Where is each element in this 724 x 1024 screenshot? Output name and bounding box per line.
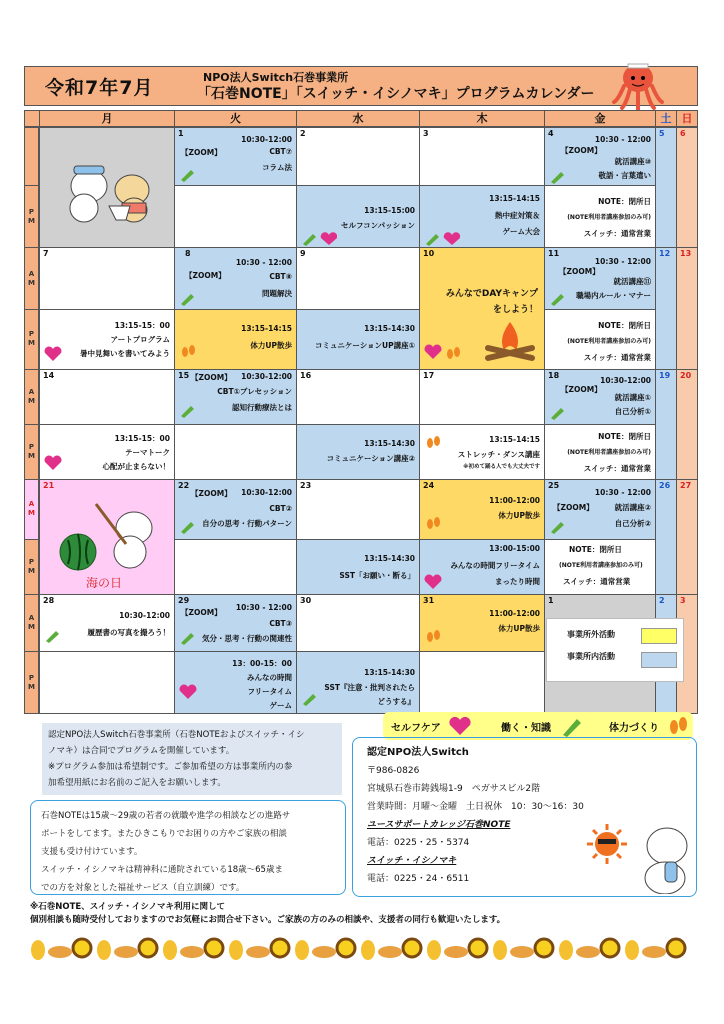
cell-w2-sat: 12	[655, 247, 677, 370]
pineapple-icon	[295, 940, 309, 960]
cell-w2-thu: 10 みんなでDAYキャンプ をしよう！	[419, 247, 545, 370]
header-thu: 木	[419, 110, 545, 127]
pm-label: P M	[24, 309, 39, 370]
contact-address: 宮城県石巻市鋳銭場1-9 ペガサスビル2階	[367, 784, 541, 794]
description-line: スイッチ・イシノマキは精神科に通院されている18歳～65歳ま	[41, 865, 283, 875]
contact-info	[352, 737, 697, 897]
footprints-icon	[424, 514, 442, 532]
cell-w4-mon-holiday: 21 海の日	[39, 479, 175, 595]
event-name: CBT⑦	[269, 147, 292, 156]
notice-line: ノマキ）は合同でプログラムを開催しています。	[48, 746, 235, 756]
cell-w1-sat: 5	[655, 127, 677, 248]
cell-w5-sat: 2	[655, 594, 677, 714]
am-label	[24, 127, 39, 186]
category-legend	[383, 712, 693, 740]
legend-inside-swatch	[641, 652, 677, 668]
cell-w3-mon-am: 14	[39, 369, 175, 425]
sunflower-icon	[73, 939, 91, 957]
campfire-icon	[482, 318, 538, 366]
pencil-icon	[179, 404, 195, 418]
legend-outside-label: 事業所外活動	[567, 630, 615, 639]
pineapple-icon	[229, 940, 243, 960]
sunflower-icon	[139, 939, 157, 957]
header-mon: 月	[39, 110, 175, 127]
cell-w1-sun: 6	[676, 127, 698, 248]
footprints-icon	[424, 433, 442, 451]
header-sat: 土	[655, 110, 677, 127]
header-wed: 水	[296, 110, 420, 127]
cell-w5-tue-am: 29 【ZOOM】 10:30 - 12:00 CBT③ 気分・思考・行動の関連性	[174, 594, 297, 652]
cell-w5-tue-pm: 13：00-15：00 みんなの時間 フリータイム ゲーム	[174, 651, 297, 714]
corner-cell	[24, 110, 40, 127]
am-label: A M	[24, 594, 39, 652]
cell-w5-sun: 3	[676, 594, 698, 714]
cell-w4-fri-am: 25 10:30 - 12:00 【ZOOM】 就活講座② 自己分析②	[544, 479, 656, 540]
cell-w1-fri-pm	[544, 185, 656, 248]
event-time: 13:15-14:15	[489, 194, 540, 203]
pencil-icon	[549, 292, 565, 306]
cell-w4-wed-pm: 13:15-14:30 SST「お願い・断る」	[296, 539, 420, 595]
sunflower-icon	[469, 939, 487, 957]
cell-w3-mon-pm: 13:15-15：00 テーマトーク 心配が止まらない！	[39, 424, 175, 480]
heart-icon	[424, 574, 442, 590]
cell-w2-wed-pm: 13:15-14:30 コミュニケーションUP講座①	[296, 309, 420, 370]
event-time: 10:30-12:00	[241, 135, 292, 144]
octopus-mascot-icon	[610, 56, 666, 112]
cell-w5-wed-pm: 13:15-14:30 SST『注意・批判されたら どうする』	[296, 651, 420, 714]
cell-w4-sat: 26	[655, 479, 677, 595]
cell-w5-mon-am: 28 10:30-12:00 履歴書の写真を撮ろう！	[39, 594, 175, 652]
closed-note: NOTE：閉所日	[598, 197, 651, 206]
cell-w1-fri-am	[544, 127, 656, 186]
am-label: A M	[24, 479, 39, 540]
pencil-icon	[179, 631, 195, 645]
holiday-name: 海の日	[86, 576, 123, 590]
pencil-icon	[549, 170, 565, 184]
day-number: 1	[178, 129, 184, 138]
zoom-tag: 【ZOOM】	[181, 148, 222, 157]
sunflower-icon	[271, 939, 289, 957]
pm-label: P M	[24, 539, 39, 595]
note-phone: 電話：0225・25・5374	[367, 838, 470, 848]
cell-w4-tue-pm	[174, 539, 297, 595]
pm-label: P M	[24, 651, 39, 714]
pm-label: P M	[24, 424, 39, 480]
cell-w2-tue-pm: 13:15-14:15 体力UP散歩	[174, 309, 297, 370]
cell-w1-thu-pm	[419, 185, 545, 248]
event-time: 10:30 - 12:00	[594, 135, 651, 144]
straw-hat-icon	[576, 946, 600, 958]
cell-w1-tue-pm	[174, 185, 297, 248]
switch-name: スイッチ・イシノマキ	[367, 856, 457, 866]
org-name: NPO法人Switch石巻事業所	[203, 71, 349, 84]
calendar-title: 「石巻NOTE」「スイッチ・イシノマキ」プログラムカレンダー	[197, 86, 595, 102]
closed-subnote: (NOTE利用者講座参加のみ可)	[567, 214, 651, 221]
switch-phone: 電話：0225・24・6511	[367, 874, 470, 884]
legend	[546, 618, 684, 682]
sun-sunglasses-icon	[585, 822, 629, 866]
heart-icon	[44, 455, 62, 471]
footprints-icon	[179, 342, 197, 360]
cell-w2-mon-am: 7	[39, 247, 175, 310]
straw-hat-icon	[378, 946, 402, 958]
legend-outside-swatch	[641, 628, 677, 644]
pencil-icon	[549, 520, 565, 534]
pencil-heart-icon	[301, 230, 337, 246]
sunflower-icon	[337, 939, 355, 957]
cell-w1-mon	[39, 127, 175, 248]
cell-w5-fri: 1	[544, 594, 656, 714]
footprints-icon	[424, 627, 442, 645]
category-selfcare: セルフケア	[391, 723, 441, 734]
cats-cleaning-icon	[54, 148, 164, 228]
pencil-icon	[179, 292, 195, 306]
footprints-icon	[667, 715, 689, 737]
description-line: 石巻NOTEは15歳～29歳の若者の就職や進学の相談などの進路サ	[41, 811, 291, 821]
cell-w4-wed-am: 23	[296, 479, 420, 540]
contact-org: 認定NPO法人Switch	[367, 747, 469, 758]
straw-hat-icon	[246, 946, 270, 958]
cell-w2-fri-am: 11 10:30 - 12:00 【ZOOM】 就活講座⑪ 職場内ルール・マナー	[544, 247, 656, 310]
straw-hat-icon	[114, 946, 138, 958]
pineapple-icon	[427, 940, 441, 960]
cell-w3-wed-am: 16	[296, 369, 420, 425]
cell-w3-wed-pm: 13:15-14:30 コミュニケーション講座②	[296, 424, 420, 480]
cell-w3-thu-pm: 13:15-14:15 ストレッチ・ダンス講座 ※初めて踊る人でも大丈夫です	[419, 424, 545, 480]
cell-w5-thu-pm	[419, 651, 545, 714]
heart-icon	[179, 684, 197, 700]
pencil-heart-icon	[424, 230, 460, 246]
category-work: 働く・知識	[501, 723, 551, 734]
straw-hat-icon	[180, 946, 204, 958]
description-line: 支援も受け付けています。	[41, 847, 143, 857]
cat-watermelon-icon	[56, 494, 166, 574]
cell-w2-mon-pm: 13:15-15：00 アートプログラム 暑中見舞いを書いてみよう	[39, 309, 175, 370]
day-number: 4	[548, 129, 554, 138]
summer-decoration-icon	[28, 930, 698, 964]
pineapple-icon	[625, 940, 639, 960]
footer-note	[30, 901, 505, 927]
event-desc: 敬語・言葉遣い	[598, 171, 651, 180]
cell-w2-wed-am: 9	[296, 247, 420, 310]
event-desc: コラム法	[262, 163, 292, 172]
cell-w3-sat: 19	[655, 369, 677, 480]
cell-w3-sun: 20	[676, 369, 698, 480]
cell-w1-wed-pm	[296, 185, 420, 248]
cell-w5-thu-am: 31 11:00-12:00 体力UP散歩	[419, 594, 545, 652]
cell-w3-tue-am: 15 【ZOOM】 10:30-12:00 CBT①プレセッション 認知行動療法とは	[174, 369, 297, 425]
cell-w3-thu-am: 17	[419, 369, 545, 425]
cell-w3-fri-am: 18 10:30-12:00 【ZOOM】 就活講座① 自己分析①	[544, 369, 656, 425]
sunflower-icon	[601, 939, 619, 957]
description-line: ポートをしてます。またひきこもりでお困りの方やご家族の相談	[41, 829, 287, 839]
footer-line: 個別相談も随時受付しておりますのでお気軽にお問合せ下さい。ご家族の方のみの相談や、支援者の同行も歓迎いたします。	[30, 915, 506, 925]
cat-with-fan-icon	[635, 822, 695, 894]
contact-hours: 営業時間：月曜～金曜 土日祝休 10：30～16：30	[367, 802, 584, 812]
cell-w2-sun: 13	[676, 247, 698, 370]
pencil-icon	[179, 168, 195, 182]
cell-w5-wed-am: 30	[296, 594, 420, 652]
heart-footprints-icon	[424, 344, 464, 362]
event-name: 就活講座⑩	[614, 157, 651, 166]
straw-hat-icon	[444, 946, 468, 958]
straw-hat-icon	[510, 946, 534, 958]
cell-w4-tue-am: 22 【ZOOM】 10:30-12:00 CBT② 自分の思考・行動パターン	[174, 479, 297, 540]
cell-w4-sun: 27	[676, 479, 698, 595]
cell-w5-mon-pm	[39, 651, 175, 714]
pencil-icon	[44, 629, 60, 643]
switch-open-note: スイッチ：通常営業	[583, 229, 651, 238]
straw-hat-icon	[642, 946, 666, 958]
cell-w3-tue-pm	[174, 424, 297, 480]
sunflower-icon	[535, 939, 553, 957]
heart-icon	[449, 716, 471, 736]
header-tue: 火	[174, 110, 297, 127]
footer-line: ※石巻NOTE、スイッチ・イシノマキ利用に関して	[30, 902, 226, 912]
am-label: A M	[24, 247, 39, 310]
event-name: ゲーム大会	[502, 227, 540, 236]
cell-w2-fri-pm: NOTE：閉所日 (NOTE利用者講座参加のみ可) スイッチ：通常営業	[544, 309, 656, 370]
sunflower-icon	[205, 939, 223, 957]
pineapple-icon	[493, 940, 507, 960]
pineapple-icon	[31, 940, 45, 960]
pm-label: P M	[24, 185, 39, 248]
cell-w3-fri-pm: NOTE：閉所日 (NOTE利用者講座参加のみ可) スイッチ：通常営業	[544, 424, 656, 480]
month-title: 令和7年7月	[45, 77, 154, 99]
cell-w1-thu-am	[419, 127, 545, 186]
pencil-icon	[549, 406, 565, 420]
cell-w1-wed-am	[296, 127, 420, 186]
contact-zip: 〒986-0826	[367, 766, 420, 776]
cell-w4-fri-pm: NOTE：閉所日 (NOTE利用者講座参加のみ可) スイッチ：通常営業	[544, 539, 656, 595]
notice-line: ※プログラム参加は希望制です。ご参加希望の方は事業所内の参	[48, 762, 293, 772]
event-name: セルフコンパッション	[341, 221, 415, 230]
sunflower-icon	[667, 939, 685, 957]
heart-icon	[44, 346, 62, 362]
service-description	[30, 800, 346, 895]
pineapple-icon	[361, 940, 375, 960]
notice-line: 認定NPO法人Switch石巻事業所（石巻NOTEおよびスイッチ・イシ	[48, 730, 305, 740]
cell-w1-tue-am	[174, 127, 297, 186]
description-line: での方を対象とした福祉サービス（自立訓練）です。	[41, 883, 245, 893]
straw-hat-icon	[312, 946, 336, 958]
pencil-icon	[561, 715, 583, 737]
category-body: 体力づくり	[609, 723, 659, 734]
straw-hat-icon	[48, 946, 72, 958]
program-notice	[42, 723, 342, 795]
cell-w4-thu-pm: 13:00-15:00 みんなの時間フリータイム まったり時間	[419, 539, 545, 595]
event-time: 13:15-15:00	[364, 206, 415, 215]
sunflower-icon	[403, 939, 421, 957]
pineapple-icon	[163, 940, 177, 960]
pencil-icon	[301, 692, 317, 706]
pencil-icon	[179, 520, 195, 534]
note-name: ユースサポートカレッジ石巻NOTE	[367, 820, 511, 830]
legend-inside-label: 事業所内活動	[567, 652, 615, 661]
day-number: 2	[300, 129, 306, 138]
pineapple-icon	[559, 940, 573, 960]
zoom-tag: 【ZOOM】	[561, 146, 602, 155]
event-name: 熱中症対策＆	[495, 211, 540, 220]
header-sun: 日	[676, 110, 698, 127]
am-label: A M	[24, 369, 39, 425]
day-number: 3	[423, 129, 429, 138]
notice-line: 加希望用紙にお名前のご記入をお願いします。	[48, 778, 226, 788]
header-fri: 金	[544, 110, 656, 127]
pineapple-icon	[97, 940, 111, 960]
cell-w4-thu-am: 24 11:00-12:00 体力UP散歩	[419, 479, 545, 540]
cell-w2-tue-am: 8 10:30 - 12:00 【ZOOM】 CBT⑧ 問題解決	[174, 247, 297, 310]
calendar-header	[24, 66, 698, 106]
